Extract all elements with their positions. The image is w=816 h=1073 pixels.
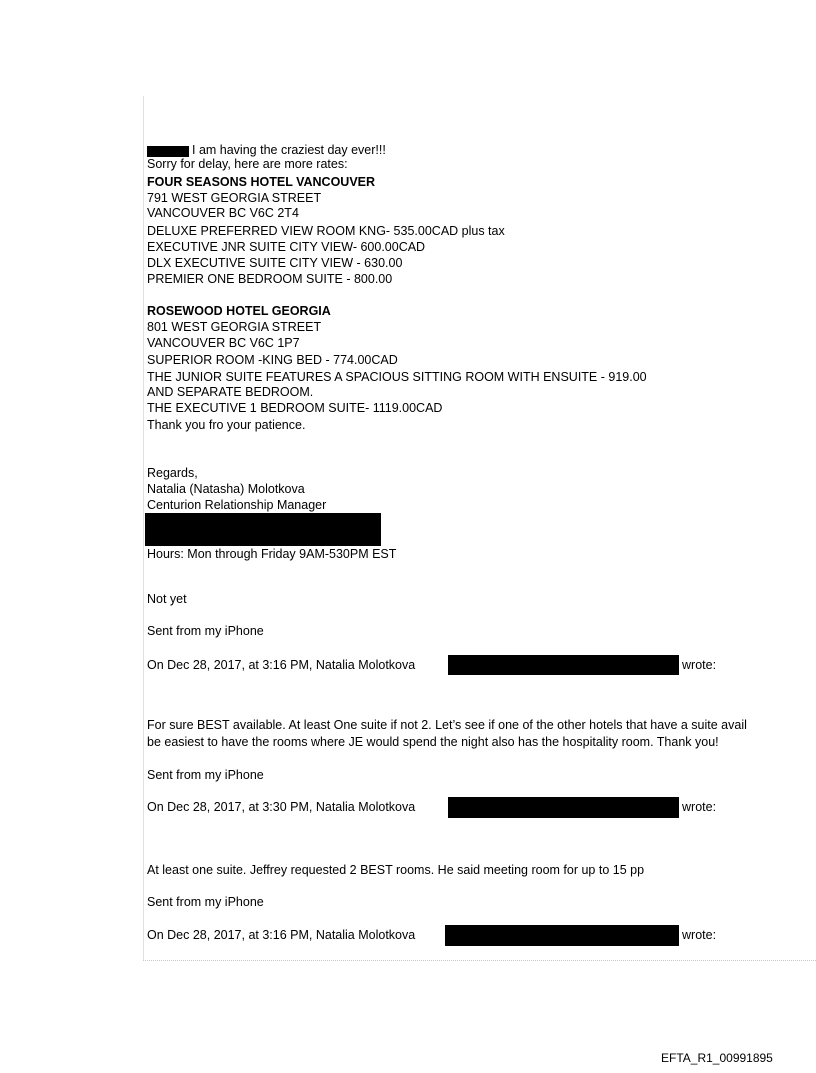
hotel2-rate-line: SUPERIOR ROOM -KING BED - 774.00CAD (147, 353, 398, 367)
hotel1-rate-line: PREMIER ONE BEDROOM SUITE - 800.00 (147, 272, 393, 286)
message-line: At least one suite. Jeffrey requested 2 BEST rooms. He said meeting room for up to 15 pp (147, 863, 645, 877)
message-line: For sure BEST available. At least One suite if not 2. Let’s see if one of the other hotels that have a suite avail (147, 718, 747, 732)
hotel1-address-line2: VANCOUVER BC V6C 2T4 (147, 206, 299, 220)
signature-hours: Hours: Mon through Friday 9AM-530PM EST (147, 547, 397, 561)
redaction-bar-greeting (147, 146, 189, 157)
quote-header-prefix: On Dec 28, 2017, at 3:16 PM, Natalia Molotkova (147, 658, 416, 672)
redaction-bar-email (448, 797, 679, 818)
hotel1-rate-line: EXECUTIVE JNR SUITE CITY VIEW- 600.00CAD (147, 240, 426, 254)
hotel2-address-line1: 801 WEST GEORGIA STREET (147, 320, 322, 334)
hotel2-rate-line: AND SEPARATE BEDROOM. (147, 385, 314, 399)
signature-title: Centurion Relationship Manager (147, 498, 327, 512)
hotel1-rate-line: DELUXE PREFERRED VIEW ROOM KNG- 535.00CAD plus tax (147, 224, 505, 238)
quote-header-suffix: wrote: (682, 928, 717, 942)
sent-from-iphone: Sent from my iPhone (147, 624, 264, 638)
sent-from-iphone: Sent from my iPhone (147, 895, 264, 909)
bates-number: EFTA_R1_00991895 (661, 1051, 773, 1065)
intro-line: Sorry for delay, here are more rates: (147, 157, 348, 171)
redaction-bar-email (445, 925, 679, 946)
hotel-name-four-seasons: FOUR SEASONS HOTEL VANCOUVER (147, 175, 376, 189)
hotel1-rate-line: DLX EXECUTIVE SUITE CITY VIEW - 630.00 (147, 256, 403, 270)
hotel2-rate-line: THE JUNIOR SUITE FEATURES A SPACIOUS SITTING ROOM WITH ENSUITE - 919.00 (147, 370, 647, 384)
signature-closing: Regards, (147, 466, 198, 480)
quote-header-suffix: wrote: (682, 800, 717, 814)
hotel2-address-line2: VANCOUVER BC V6C 1P7 (147, 336, 300, 350)
thanks-line: Thank you fro your patience. (147, 418, 306, 432)
quote-header-prefix: On Dec 28, 2017, at 3:16 PM, Natalia Molotkova (147, 928, 416, 942)
message-frame-left-border (143, 96, 144, 960)
quote-header-prefix: On Dec 28, 2017, at 3:30 PM, Natalia Molotkova (147, 800, 416, 814)
message-frame-bottom-border (143, 960, 816, 961)
redaction-bar-email (448, 655, 679, 675)
message-line: be easiest to have the rooms where JE would spend the night also has the hospitality room. Thank you! (147, 735, 719, 749)
redaction-bar-contact (145, 513, 381, 546)
signature-name: Natalia (Natasha) Molotkova (147, 482, 305, 496)
hotel-name-rosewood: ROSEWOOD HOTEL GEORGIA (147, 304, 331, 318)
sent-from-iphone: Sent from my iPhone (147, 768, 264, 782)
quote-header-suffix: wrote: (682, 658, 717, 672)
opening-line: I am having the craziest day ever!!! (192, 143, 386, 157)
reply-text: Not yet (147, 592, 187, 606)
hotel2-rate-line: THE EXECUTIVE 1 BEDROOM SUITE- 1119.00CAD (147, 401, 443, 415)
hotel1-address-line1: 791 WEST GEORGIA STREET (147, 191, 322, 205)
